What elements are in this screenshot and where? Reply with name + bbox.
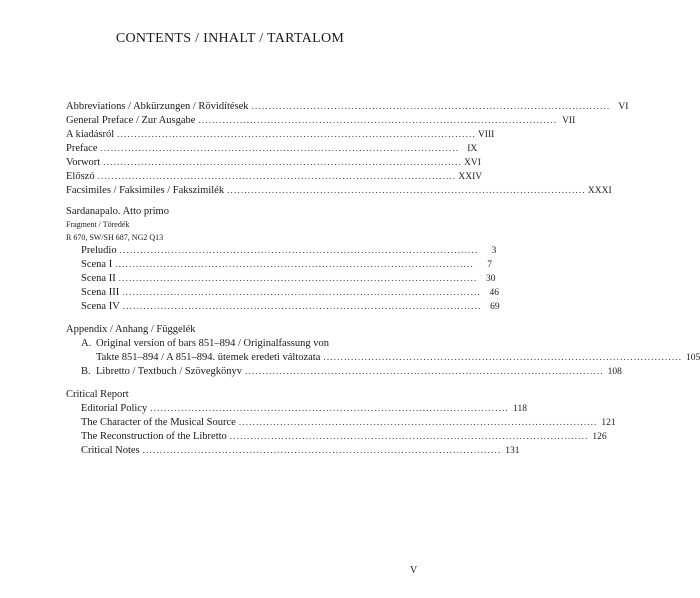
toc-entry-page: 30 (486, 274, 496, 284)
toc-entry-libretto-reconstruction[interactable] (81, 430, 607, 443)
toc-entry-page: 46 (489, 288, 499, 298)
toc-entry-abbreviations[interactable] (66, 100, 629, 113)
work-subtitle: Fragment / Töredék (66, 220, 130, 229)
leader-dots: ........................................................................................................ (238, 417, 598, 427)
toc-entry-title: Takte 851–894 / A 851–894. ütemek eredeti változata (96, 352, 321, 363)
leader-dots: ........................................................................................................ (198, 115, 558, 125)
toc-entry-page: XXIV (458, 172, 483, 182)
toc-entry-a-kiadasrol[interactable] (66, 128, 495, 141)
appendix-item-b[interactable] (96, 365, 622, 378)
leader-dots: ........................................................................................................ (251, 101, 611, 111)
toc-entry-preface[interactable] (66, 142, 478, 155)
appendix-item-b-label: B. (81, 366, 91, 377)
toc-entry-title: Abbreviations / Abkürzungen / Rövidítések (66, 101, 249, 112)
leader-dots: ........................................................................................................ (100, 143, 460, 153)
toc-entry-title: Vorwort (66, 157, 101, 168)
work-catalog: R 670, SW/SH 687, NG2 Q13 (66, 233, 164, 242)
toc-entry-page: VI (618, 102, 629, 112)
page-title: CONTENTS / INHALT / TARTALOM (115, 31, 345, 46)
toc-entry-page: VIII (477, 130, 495, 140)
toc-entry-page: 121 (601, 418, 616, 428)
page-number: V (410, 565, 418, 576)
toc-entry-title: Libretto / Textbuch / Szövegkönyv (96, 366, 243, 377)
toc-entry-title: Preludio (81, 245, 117, 256)
toc-entry-critical-notes[interactable] (81, 444, 520, 457)
toc-entry-vorwort[interactable] (66, 156, 481, 169)
toc-entry-title: General Preface / Zur Ausgabe (66, 115, 196, 126)
leader-dots: ........................................................................................................ (103, 157, 463, 167)
toc-entry-facsimiles[interactable] (66, 184, 612, 197)
leader-dots: ........................................................................................................ (227, 185, 586, 195)
leader-dots: ........................................................................................................ (115, 259, 475, 269)
toc-entry-title: A kiadásról (66, 129, 115, 140)
toc-entry-eloszo[interactable] (66, 170, 483, 183)
appendix-item-a-label: A. (81, 338, 92, 349)
toc-entry-musical-source[interactable] (81, 416, 616, 429)
toc-entry-title: The Character of the Musical Source (81, 417, 236, 428)
toc-entry-title: Critical Notes (81, 445, 140, 456)
critical-report-title: Critical Report (66, 389, 129, 400)
leader-dots: ........................................................................................................ (229, 431, 589, 441)
leader-dots: ........................................................................................................ (97, 171, 457, 181)
leader-dots: ........................................................................................................ (118, 273, 478, 283)
leader-dots: ........................................................................................................ (119, 245, 479, 255)
toc-entry-page: 126 (592, 432, 607, 442)
leader-dots: ........................................................................................................ (117, 129, 476, 139)
leader-dots: ........................................................................................................ (323, 352, 683, 362)
toc-entry-title: Preface (66, 143, 98, 154)
toc-entry-title: Facsimiles / Faksimiles / Fakszimilék (66, 185, 225, 196)
toc-entry-title: Előszó (66, 171, 95, 182)
toc-entry-title: Scena III (81, 287, 120, 298)
toc-entry-title: Editorial Policy (81, 403, 148, 414)
toc-entry-scena-2[interactable] (81, 272, 496, 285)
toc-entry-page: 131 (505, 446, 520, 456)
appendix-title: Appendix / Anhang / Függelék (66, 324, 196, 335)
leader-dots: ........................................................................................................ (122, 287, 481, 297)
toc-entry-page: XXXI (587, 186, 612, 196)
toc-entry-scena-3[interactable] (81, 286, 499, 299)
toc-entry-general-preface[interactable] (66, 114, 576, 127)
toc-entry-page: 3 (491, 246, 497, 256)
toc-entry-title: Scena IV (81, 301, 120, 312)
toc-entry-title: Scena II (81, 273, 116, 284)
appendix-item-a-line1[interactable]: Original version of bars 851–894 / Originalfassung von (96, 338, 330, 349)
leader-dots: ........................................................................................................ (142, 445, 502, 455)
toc-entry-page: VII (562, 116, 576, 126)
toc-entry-scena-1[interactable] (81, 258, 493, 271)
toc-entry-page: 7 (487, 260, 493, 270)
toc-entry-preludio[interactable] (81, 244, 497, 257)
toc-entry-page: IX (467, 144, 478, 154)
work-title: Sardanapalo. Atto primo (66, 206, 169, 217)
toc-entry-page: 108 (607, 367, 622, 377)
leader-dots: ........................................................................................................ (245, 366, 604, 376)
toc-entry-page: 105 (685, 353, 700, 363)
appendix-item-a-line2[interactable] (96, 351, 700, 364)
toc-entry-scena-4[interactable] (81, 300, 500, 313)
toc-entry-title: The Reconstruction of the Libretto (81, 431, 227, 442)
toc-entry-page: 118 (513, 404, 528, 414)
toc-entry-page: 69 (490, 302, 500, 312)
toc-entry-page: XVI (464, 158, 481, 168)
toc-entry-editorial-policy[interactable] (81, 402, 528, 415)
leader-dots: ........................................................................................................ (122, 301, 482, 311)
leader-dots: ........................................................................................................ (150, 403, 510, 413)
toc-entry-title: Scena I (81, 259, 113, 270)
